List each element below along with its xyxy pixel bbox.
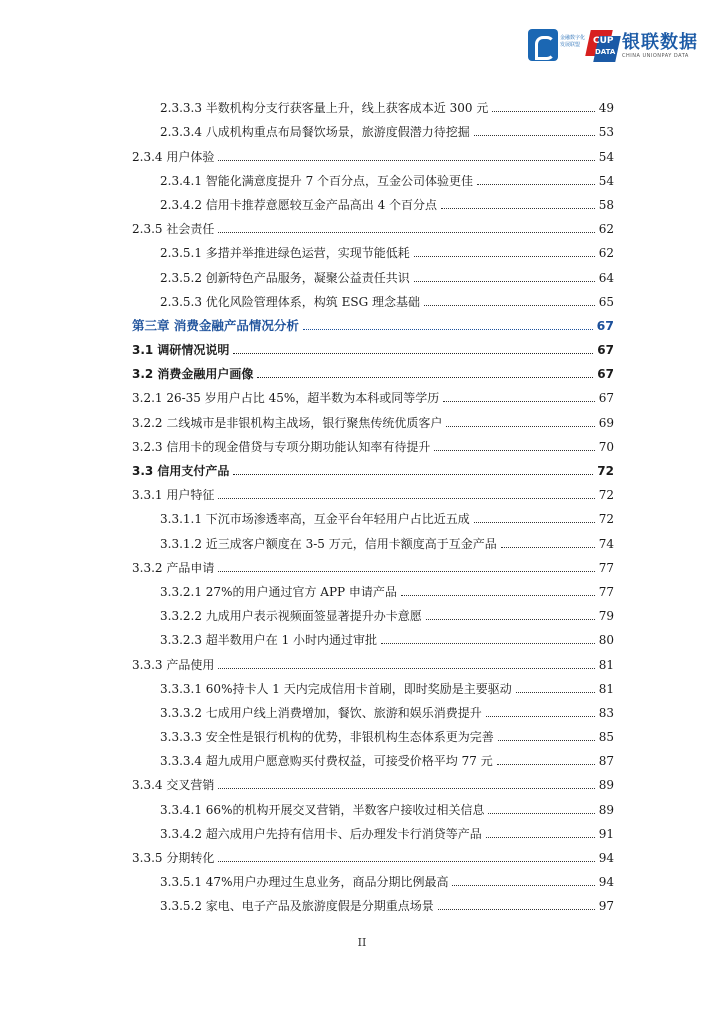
toc-entry[interactable] xyxy=(132,286,614,310)
toc-entry-page: 89 xyxy=(598,802,614,817)
toc-entry[interactable] xyxy=(132,793,614,817)
toc-entry[interactable] xyxy=(132,406,614,430)
toc-entry-title: 3.1 调研情况说明 xyxy=(132,343,230,358)
toc-entry-page: 91 xyxy=(598,826,614,841)
toc-entry[interactable] xyxy=(132,818,614,842)
toc-entry-page: 85 xyxy=(598,730,614,745)
toc-leader-dots xyxy=(434,449,594,451)
toc-leader-dots xyxy=(218,497,594,499)
toc-entry-title: 2.3.4.1 智能化满意度提升 7 个百分点，互金公司体验更佳 xyxy=(132,173,475,189)
toc-entry[interactable] xyxy=(132,431,614,455)
toc-entry[interactable] xyxy=(132,479,614,503)
toc-entry-title: 3.3.2.2 九成用户表示视频面签显著提升办卡意愿 xyxy=(132,608,424,624)
toc-leader-dots xyxy=(443,400,594,402)
toc-entry-title: 2.3.3.3 半数机构分支行获客量上升，线上获客成本近 300 元 xyxy=(132,100,490,116)
toc-leader-dots xyxy=(257,376,593,378)
toc-entry[interactable] xyxy=(132,552,614,576)
toc-leader-dots xyxy=(381,642,595,644)
toc-leader-dots xyxy=(233,352,593,354)
toc-entry-page: 67 xyxy=(598,391,614,406)
toc-entry-page: 72 xyxy=(597,464,614,478)
toc-entry-title: 3.3.4.1 66%的机构开展交叉营销，半数客户接收过相关信息 xyxy=(132,802,486,818)
cup-data-badge-icon xyxy=(588,30,618,62)
alliance-logo-line2: 发展联盟 xyxy=(560,42,581,48)
toc-entry-title: 3.3.3 产品使用 xyxy=(132,657,215,672)
cup-data-logo xyxy=(588,30,698,62)
toc-leader-dots xyxy=(446,425,594,427)
toc-entry[interactable] xyxy=(132,116,614,140)
toc-leader-dots xyxy=(414,280,595,282)
page-header xyxy=(528,24,698,68)
toc-entry-title: 2.3.5 社会责任 xyxy=(132,222,215,237)
toc-leader-dots xyxy=(303,328,593,330)
toc-leader-dots xyxy=(474,134,595,136)
toc-entry[interactable] xyxy=(132,455,614,479)
toc-entry[interactable] xyxy=(132,382,614,406)
toc-entry-page: 67 xyxy=(597,343,614,358)
alliance-logo-icon xyxy=(528,29,558,61)
toc-entry[interactable] xyxy=(132,213,614,237)
toc-entry-title: 2.3.5.2 创新特色产品服务，凝聚公益责任共识 xyxy=(132,270,412,286)
toc-entry-title: 3.3.2 产品申请 xyxy=(132,560,215,575)
toc-leader-dots xyxy=(486,715,595,717)
toc-entry[interactable] xyxy=(132,842,614,866)
toc-entry[interactable] xyxy=(132,745,614,769)
brand-name-en: CHINA UNIONPAY DATA xyxy=(622,53,689,59)
toc-entry-page: 87 xyxy=(598,754,614,769)
toc-leader-dots xyxy=(218,787,594,789)
toc-entry[interactable] xyxy=(132,358,614,382)
toc-entry-page: 49 xyxy=(598,101,614,116)
toc-entry[interactable] xyxy=(132,503,614,527)
toc-entry-title: 3.3.1.2 近三成客户额度在 3-5 万元，信用卡额度高于互金产品 xyxy=(132,536,499,552)
toc-leader-dots xyxy=(498,739,595,741)
toc-entry-page: 80 xyxy=(598,633,614,648)
toc-entry-page: 81 xyxy=(598,681,614,696)
toc-entry[interactable] xyxy=(132,165,614,189)
toc-entry-page: 70 xyxy=(598,439,614,454)
toc-entry-title: 2.3.4.2 信用卡推荐意愿较互金产品高出 4 个百分点 xyxy=(132,197,439,213)
toc-entry[interactable] xyxy=(132,261,614,285)
toc-entry-page: 77 xyxy=(598,560,614,575)
toc-entry-title: 第三章 消费金融产品情况分析 xyxy=(132,317,299,333)
toc-entry[interactable] xyxy=(132,237,614,261)
toc-leader-dots xyxy=(488,812,594,814)
toc-entry-page: 94 xyxy=(598,875,614,890)
toc-leader-dots xyxy=(452,884,594,886)
fintech-alliance-logo xyxy=(528,27,586,65)
alliance-logo-line1: 金融数字化 xyxy=(560,35,586,41)
toc-leader-dots xyxy=(218,860,594,862)
toc-entry-page: 81 xyxy=(598,657,614,672)
toc-leader-dots xyxy=(233,473,593,475)
toc-entry-title: 2.3.5.1 多措并举推进绿色运营，实现节能低耗 xyxy=(132,245,412,261)
toc-entry[interactable] xyxy=(132,600,614,624)
table-of-contents xyxy=(132,92,614,914)
toc-leader-dots xyxy=(414,255,595,257)
toc-entry-title: 3.2.1 26-35 岁用户占比 45%，超半数为本科或同等学历 xyxy=(132,391,440,406)
toc-entry[interactable] xyxy=(132,721,614,745)
toc-entry-title: 3.3.4.2 超六成用户先持有信用卡、后办理发卡行消贷等产品 xyxy=(132,826,484,842)
toc-entry-title: 3.3.3.4 超九成用户愿意购买付费权益，可接受价格平均 77 元 xyxy=(132,753,495,769)
toc-entry-page: 74 xyxy=(598,536,614,551)
toc-entry-title: 3.3.1 用户特征 xyxy=(132,488,215,503)
toc-leader-dots xyxy=(492,110,594,112)
toc-entry-title: 3.3.2.1 27%的用户通过官方 APP 申请产品 xyxy=(132,584,399,600)
toc-entry-page: 54 xyxy=(598,173,614,188)
toc-entry[interactable] xyxy=(132,189,614,213)
toc-entry[interactable] xyxy=(132,866,614,890)
cup-badge-top: CUP xyxy=(593,36,614,46)
toc-entry-title: 3.3.2.3 超半数用户在 1 小时内通过审批 xyxy=(132,632,379,648)
toc-entry-title: 3.3.5 分期转化 xyxy=(132,851,215,865)
toc-entry[interactable] xyxy=(132,697,614,721)
toc-entry-page: 67 xyxy=(597,367,614,382)
toc-entry[interactable] xyxy=(132,648,614,672)
toc-entry[interactable] xyxy=(132,576,614,600)
toc-entry-page: 53 xyxy=(598,125,614,140)
toc-leader-dots xyxy=(426,618,595,620)
toc-entry-page: 58 xyxy=(598,197,614,212)
toc-entry-title: 3.3.5.1 47%用户办理过生息业务，商品分期比例最高 xyxy=(132,874,450,890)
toc-leader-dots xyxy=(441,207,595,209)
toc-entry-title: 3.3.5.2 家电、电子产品及旅游度假是分期重点场景 xyxy=(132,898,436,914)
toc-leader-dots xyxy=(501,546,595,548)
toc-entry-title: 3.2.3 信用卡的现金借贷与专项分期功能认知率有待提升 xyxy=(132,439,431,454)
toc-leader-dots xyxy=(218,159,594,161)
toc-entry-title: 3.2 消费金融用户画像 xyxy=(132,367,254,382)
toc-entry-page: 72 xyxy=(598,488,614,503)
page-number: II xyxy=(357,936,367,949)
toc-leader-dots xyxy=(438,908,595,910)
toc-entry-page: 89 xyxy=(598,778,614,793)
toc-entry-page: 54 xyxy=(598,149,614,164)
toc-leader-dots xyxy=(218,231,594,233)
toc-entry-page: 62 xyxy=(598,222,614,237)
toc-entry-page: 72 xyxy=(598,512,614,527)
toc-leader-dots xyxy=(218,667,594,669)
cup-badge-bottom: DATA xyxy=(595,48,616,56)
toc-entry-page: 65 xyxy=(598,294,614,309)
toc-entry-title: 3.3.3.1 60%持卡人 1 天内完成信用卡首刷，即时奖励是主要驱动 xyxy=(132,681,514,697)
toc-leader-dots xyxy=(474,521,595,523)
toc-leader-dots xyxy=(424,304,595,306)
toc-entry-page: 64 xyxy=(598,270,614,285)
toc-entry[interactable] xyxy=(132,527,614,551)
toc-entry-page: 94 xyxy=(598,851,614,865)
toc-entry[interactable] xyxy=(132,92,614,116)
toc-entry-title: 3.3.4 交叉营销 xyxy=(132,778,215,793)
toc-entry-page: 83 xyxy=(598,705,614,720)
toc-entry-page: 67 xyxy=(596,317,614,333)
toc-leader-dots xyxy=(516,691,595,693)
toc-entry[interactable] xyxy=(132,673,614,697)
toc-leader-dots xyxy=(486,836,595,838)
toc-entry-title: 3.3.1.1 下沉市场渗透率高，互金平台年轻用户占比近五成 xyxy=(132,511,472,527)
toc-entry-title: 3.3 信用支付产品 xyxy=(132,464,230,478)
toc-leader-dots xyxy=(218,570,594,572)
brand-name-cn: 银联数据 xyxy=(622,32,698,53)
toc-entry[interactable] xyxy=(132,624,614,648)
toc-entry[interactable] xyxy=(132,334,614,358)
toc-entry-page: 97 xyxy=(598,899,614,914)
toc-entry-title: 3.3.3.3 安全性是银行机构的优势，非银机构生态体系更为完善 xyxy=(132,729,496,745)
toc-leader-dots xyxy=(497,763,595,765)
toc-entry-title: 3.2.2 二线城市是非银机构主战场，银行聚焦传统优质客户 xyxy=(132,415,443,430)
toc-entry-title: 2.3.4 用户体验 xyxy=(132,149,215,164)
toc-entry[interactable] xyxy=(132,310,614,334)
toc-entry-page: 77 xyxy=(598,584,614,599)
toc-entry-page: 62 xyxy=(598,246,614,261)
toc-leader-dots xyxy=(477,183,595,185)
toc-entry-page: 69 xyxy=(598,415,614,430)
toc-entry-title: 2.3.3.4 八成机构重点布局餐饮场景，旅游度假潜力待挖掘 xyxy=(132,124,472,140)
toc-entry[interactable] xyxy=(132,140,614,164)
toc-leader-dots xyxy=(401,594,595,596)
toc-entry[interactable] xyxy=(132,890,614,914)
toc-entry-title: 2.3.5.3 优化风险管理体系，构筑 ESG 理念基础 xyxy=(132,294,422,310)
toc-entry-page: 79 xyxy=(598,609,614,624)
toc-entry-title: 3.3.3.2 七成用户线上消费增加，餐饮、旅游和娱乐消费提升 xyxy=(132,705,484,721)
toc-entry[interactable] xyxy=(132,769,614,793)
